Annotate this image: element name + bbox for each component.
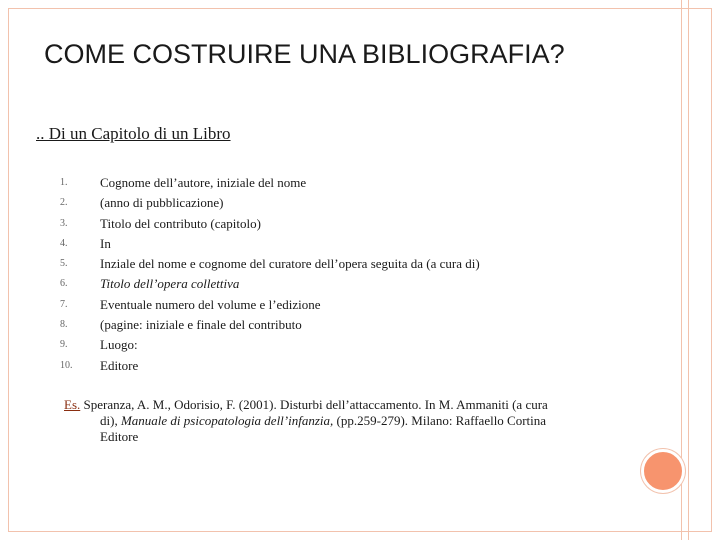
item-number: 1. — [60, 177, 68, 188]
item-number: 6. — [60, 278, 68, 290]
example-text-part2: di), — [100, 413, 121, 428]
item-number: 7. — [60, 298, 68, 310]
slide-title: COME COSTRUIRE UNA BIBLIOGRAFIA? — [44, 39, 565, 69]
example-label: Es. — [64, 397, 81, 412]
example-citation — [64, 397, 604, 445]
item-text: Eventuale numero del volume e l’edizione — [100, 296, 321, 312]
item-number: 3. — [60, 217, 68, 229]
example-text-part1: Speranza, A. M., Odorisio, F. (2001). Disturbi dell’attaccamento. In M. Ammaniti (a cura — [80, 397, 548, 412]
example-text-part3: (pp.259-279). Milano: Raffaello Cortina — [333, 413, 547, 428]
item-text: (pagine: iniziale e finale del contributo — [100, 317, 302, 333]
example-line3 — [64, 429, 604, 445]
item-number: 9. — [60, 339, 68, 351]
item-number: 8. — [60, 319, 68, 331]
item-text: Titolo del contributo (capitolo) — [100, 215, 261, 231]
example-text-part4: Editore — [100, 429, 139, 444]
decorative-side-bar — [681, 0, 689, 540]
slide-subtitle: .. Di un Capitolo di un Libro — [36, 124, 231, 143]
decorative-circle — [641, 449, 685, 493]
item-number: 4. — [60, 237, 68, 249]
example-line2 — [64, 413, 604, 429]
item-text: Cognome dell’autore, iniziale del nome — [100, 175, 307, 190]
item-text: Inziale del nome e cognome del curatore dell’opera seguita da (a cura di) — [100, 256, 480, 272]
item-text: Editore — [100, 357, 139, 373]
item-text: Titolo dell’opera collettiva — [100, 276, 240, 292]
item-text: (anno di pubblicazione) — [100, 195, 224, 211]
item-number: 2. — [60, 197, 68, 209]
item-number: 5. — [60, 258, 68, 270]
item-number: 10. — [60, 359, 73, 371]
item-text: In — [100, 235, 111, 251]
item-text: Luogo: — [100, 337, 138, 353]
example-book-title: Manuale di psicopatologia dell’infanzia, — [120, 413, 334, 428]
